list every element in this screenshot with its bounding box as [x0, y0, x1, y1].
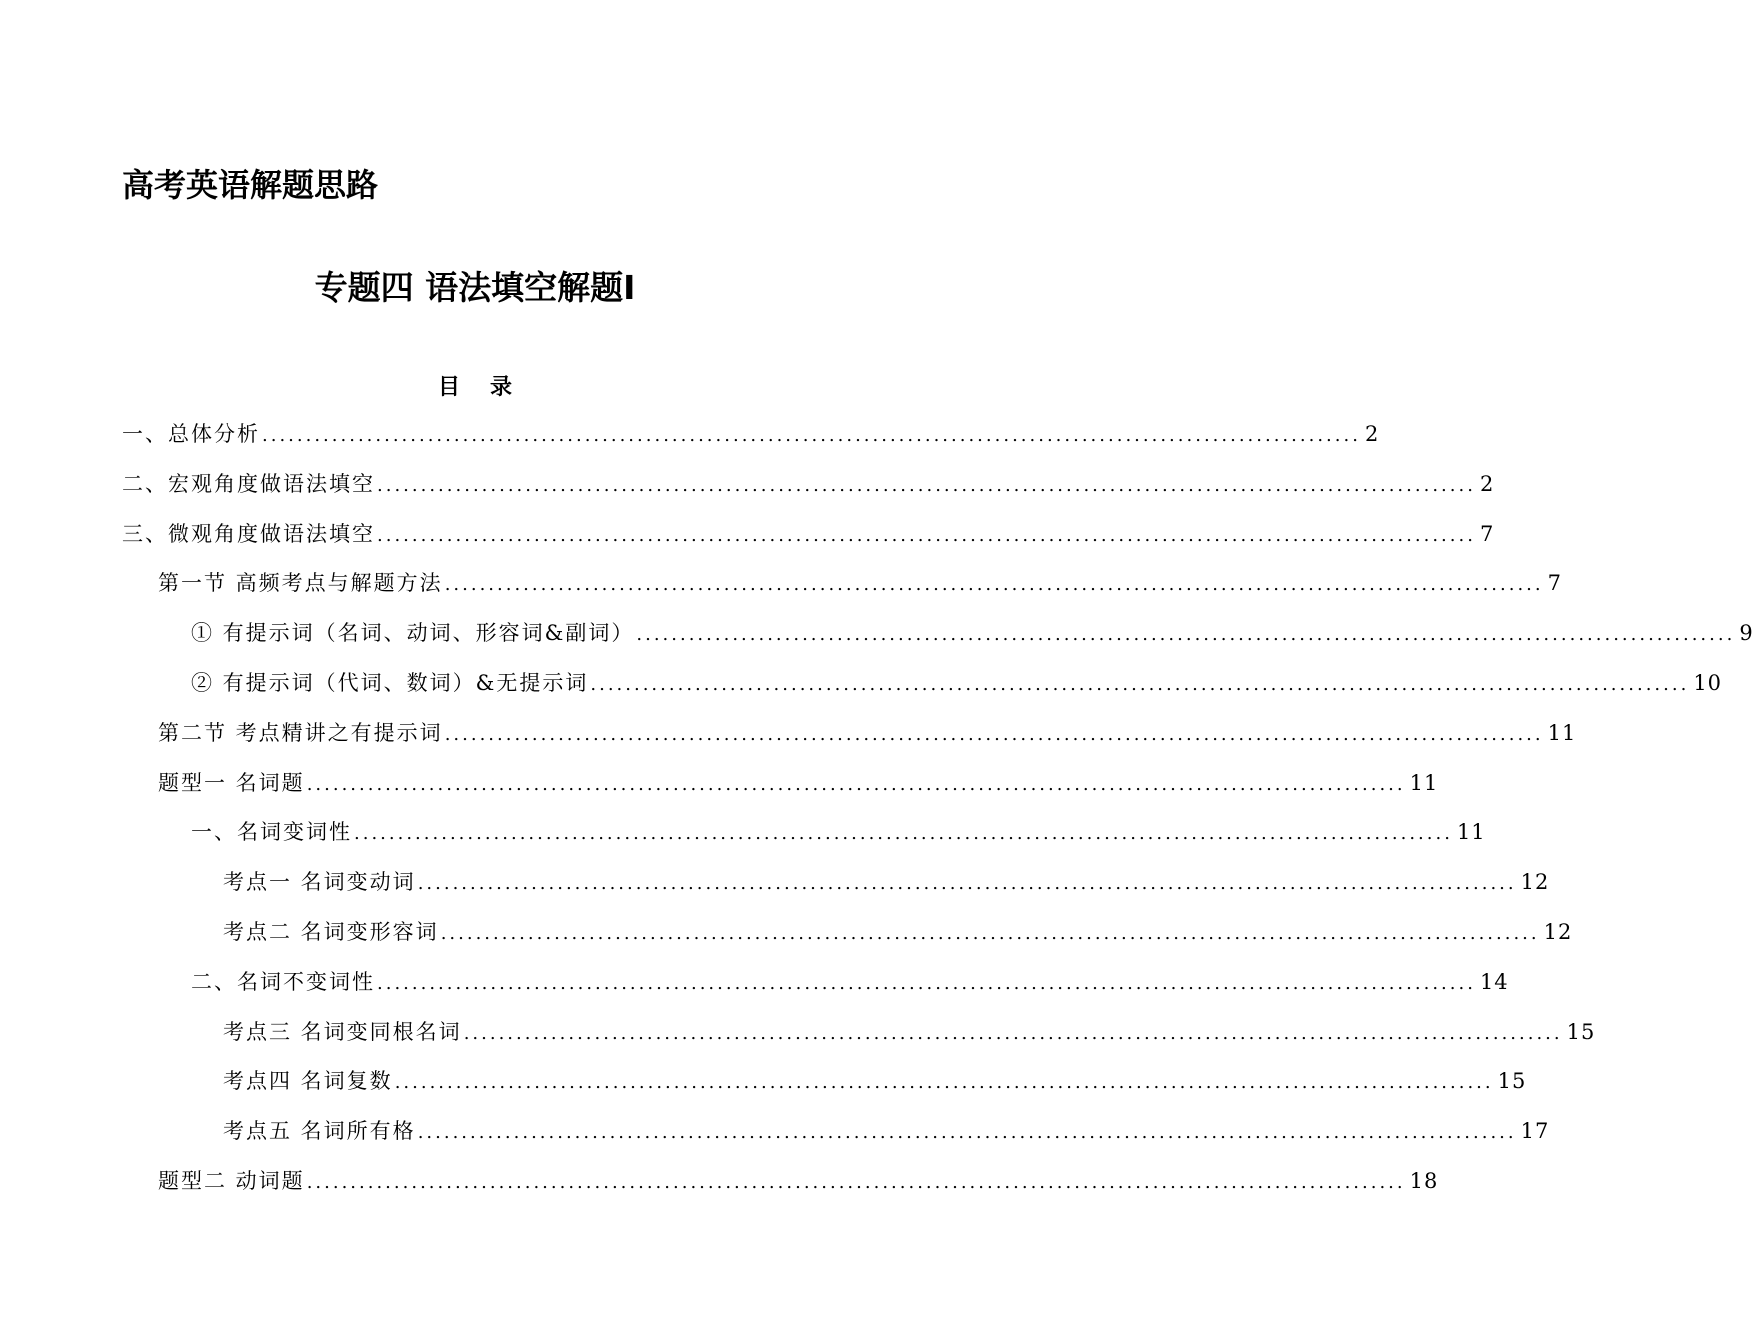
toc-entry-label: 考点五 名词所有格 [223, 1119, 416, 1144]
toc-leader-dots: .............................................................................................................................. [394, 1072, 1494, 1094]
table-of-contents [122, 410, 1754, 1207]
toc-leader-dots: .............................................................................................................................. [463, 1022, 1563, 1044]
toc-leader-dots: .............................................................................................................................. [417, 873, 1517, 895]
toc-entry-label: 一、名词变词性 [191, 820, 352, 845]
toc-leader-dots: .............................................................................................................................. [377, 972, 1476, 994]
toc-leader-dots: .............................................................................................................................. [306, 1171, 1406, 1193]
toc-entry-page-number: 7 [1479, 521, 1495, 546]
toc-entry[interactable] [122, 460, 1495, 510]
toc-entry-page-number: 14 [1479, 969, 1509, 994]
toc-entry-page-number: 15 [1497, 1069, 1527, 1094]
toc-entry-label: 三、微观角度做语法填空 [122, 521, 375, 546]
toc-leader-dots: .............................................................................................................................. [444, 574, 1544, 596]
toc-entry[interactable] [122, 510, 1495, 560]
toc-leader-dots: .............................................................................................................................. [636, 624, 1736, 646]
toc-entry[interactable] [122, 958, 1509, 1008]
toc-entry-page-number: 15 [1566, 1019, 1596, 1044]
toc-entry-label: 一、总体分析 [122, 422, 260, 446]
toc-entry-page-number: 11 [1456, 820, 1486, 845]
toc-leader-dots: .............................................................................................................................. [590, 673, 1690, 695]
toc-entry[interactable] [122, 908, 1573, 958]
toc-entry[interactable] [122, 1057, 1527, 1107]
toc-entry-page-number: 9 [1739, 621, 1754, 646]
toc-entry-page-number: 7 [1547, 571, 1562, 596]
toc-entry[interactable] [122, 709, 1577, 759]
toc-entry-label: 二、名词不变词性 [191, 969, 375, 994]
toc-entry-label: 二、宏观角度做语法填空 [122, 471, 375, 496]
document-title: 高考英语解题思路 [122, 166, 379, 204]
document-subtitle: 专题四 语法填空解题Ⅰ [314, 268, 636, 307]
toc-entry[interactable] [122, 858, 1550, 908]
toc-entry-page-number: 2 [1364, 422, 1380, 446]
toc-entry-page-number: 11 [1547, 720, 1577, 745]
toc-leader-dots: .............................................................................................................................. [377, 474, 1476, 496]
toc-entry-label: 第一节 高频考点与解题方法 [158, 571, 443, 596]
toc-entry[interactable] [122, 609, 1754, 659]
toc-entry-label: 考点四 名词复数 [223, 1069, 393, 1094]
toc-leader-dots: .............................................................................................................................. [306, 773, 1406, 795]
toc-entry[interactable] [122, 1157, 1439, 1207]
toc-leader-dots: .............................................................................................................................. [440, 922, 1540, 944]
toc-entry-label: 题型二 动词题 [158, 1168, 305, 1193]
toc-entry-page-number: 12 [1520, 870, 1550, 895]
toc-entry-page-number: 12 [1543, 919, 1573, 944]
toc-entry[interactable] [122, 759, 1439, 809]
toc-entry-page-number: 10 [1693, 670, 1723, 695]
toc-entry-label: 考点二 名词变形容词 [223, 919, 439, 944]
toc-entry-page-number: 18 [1409, 1168, 1439, 1193]
toc-entry-label: 题型一 名词题 [158, 770, 305, 795]
toc-entry-label: ② 有提示词（代词、数词）&无提示词 [191, 670, 589, 695]
toc-entry-page-number: 17 [1520, 1119, 1550, 1144]
toc-heading: 目录 [437, 375, 542, 400]
toc-entry[interactable] [122, 559, 1562, 609]
toc-entry-label: 考点三 名词变同根名词 [223, 1019, 462, 1044]
toc-leader-dots: .............................................................................................................................. [262, 425, 1361, 446]
toc-entry[interactable] [122, 1008, 1596, 1058]
toc-leader-dots: .............................................................................................................................. [377, 524, 1476, 546]
toc-entry[interactable] [122, 410, 1380, 460]
toc-entry-page-number: 11 [1409, 770, 1439, 795]
toc-leader-dots: .............................................................................................................................. [444, 723, 1544, 745]
toc-leader-dots: .............................................................................................................................. [354, 823, 1453, 845]
toc-leader-dots: .............................................................................................................................. [417, 1122, 1517, 1144]
toc-entry-label: 考点一 名词变动词 [223, 870, 416, 895]
toc-entry[interactable] [122, 659, 1723, 709]
toc-entry-label: ① 有提示词（名词、动词、形容词&副词） [191, 621, 635, 646]
toc-entry-page-number: 2 [1479, 471, 1495, 496]
toc-entry[interactable] [122, 808, 1486, 858]
toc-entry-label: 第二节 考点精讲之有提示词 [158, 720, 443, 745]
toc-entry[interactable] [122, 1107, 1550, 1157]
